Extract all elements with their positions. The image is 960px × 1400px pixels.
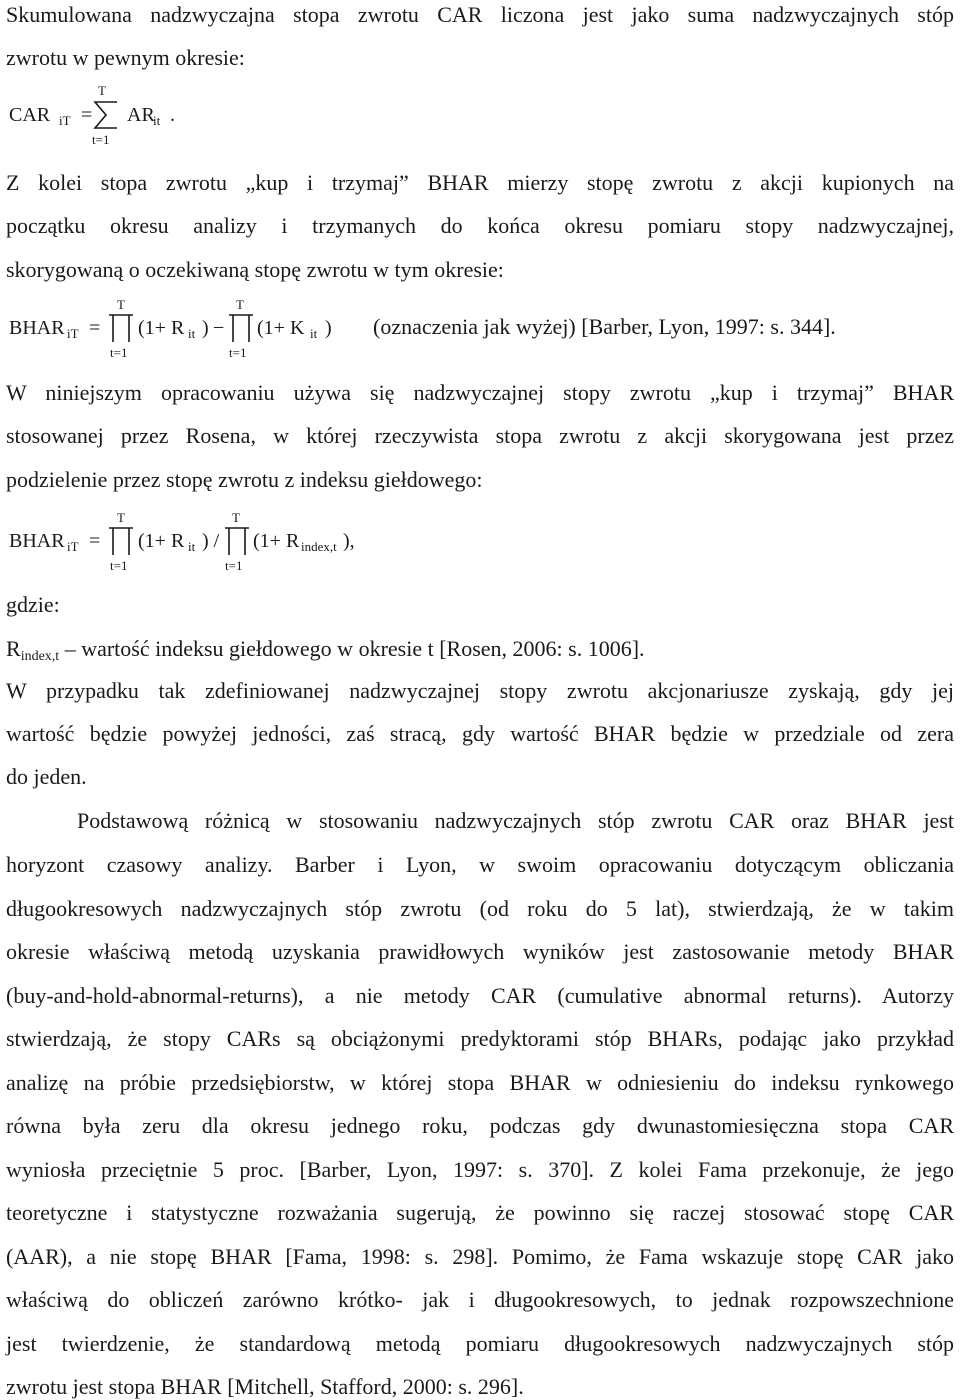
- text-line: jest twierdzenie, że standardową metodą pomiaru długookresowych nadzwyczajnych stóp: [6, 1331, 954, 1356]
- text-line: właściwą do obliczeń zarówno krótko- jak i długookresowych, to jednak rozpowszechnione: [6, 1287, 954, 1312]
- equation-bhar-ratio: [0, 0, 960, 590]
- eq-lhs: CAR: [9, 104, 51, 126]
- prod-lower-limit: t=1: [229, 345, 247, 360]
- text-line: wyniosła przeciętnie 5 proc. [Barber, Lyon, 1997: s. 370]. Z kolei Fama przekonuje, że jego: [6, 1157, 954, 1182]
- text-line: Skumulowana nadzwyczajna stopa zwrotu CAR liczona jest jako suma nadzwyczajnych stóp: [6, 2, 954, 27]
- eq-term-sub: it: [153, 113, 161, 128]
- eq-end: .: [170, 104, 175, 126]
- eq-term1-sub: it: [188, 326, 196, 341]
- prod-lower-limit: t=1: [110, 558, 128, 573]
- text-line: skorygowaną o oczekiwaną stopę zwrotu w tym okresie:: [6, 257, 504, 282]
- def-symbol: R: [6, 636, 21, 661]
- eq-term1: (1+ R: [138, 530, 185, 552]
- eq-equals: =: [81, 104, 93, 126]
- eq-lhs-sub: iT: [67, 539, 79, 554]
- eq-term2: (1+ R: [253, 530, 300, 552]
- text-line: gdzie:: [6, 592, 60, 617]
- sum-lower-limit: t=1: [92, 132, 110, 147]
- eq-term2: (1+ K: [257, 317, 305, 339]
- prod-upper-limit: T: [117, 297, 125, 312]
- text-line: Podstawową różnicą w stosowaniu nadzwyczajnych stóp zwrotu CAR oraz BHAR jest: [77, 808, 954, 833]
- text-line: (buy-and-hold-abnormal-returns), a nie metody CAR (cumulative abnormal returns). Autorzy: [6, 983, 954, 1008]
- definition-line: [6, 636, 954, 662]
- text-line: podzielenie przez stopę zwrotu z indeksu giełdowego:: [6, 467, 483, 492]
- eq-term1-close: ) /: [202, 530, 220, 552]
- eq-term2-close: ): [325, 317, 332, 339]
- eq-term2-sub: it: [310, 326, 318, 341]
- product-sign-icon: [224, 526, 250, 556]
- eq-equals: =: [89, 530, 101, 552]
- text-line: stosowanej przez Rosena, w której rzeczywista stopa zwrotu z akcji skorygowana jest przez: [6, 423, 954, 448]
- text-line: stwierdzają, że stopy CARs są obciążonymi predyktorami stóp BHARs, podając jako przykład: [6, 1026, 954, 1051]
- text-line: okresie właściwą metodą uzyskania prawidłowych wyników jest zastosowanie metody BHAR: [6, 939, 954, 964]
- eq-lhs: BHAR: [9, 317, 65, 339]
- eq-term2-close: ),: [343, 530, 355, 552]
- prod-upper-limit: T: [232, 510, 240, 525]
- text-line: zwrotu w pewnym okresie:: [6, 45, 245, 70]
- eq-lhs-sub: iT: [67, 326, 79, 341]
- product-sign-icon: [108, 526, 134, 556]
- eq-lhs: BHAR: [9, 530, 65, 552]
- eq-term1: (1+ R: [138, 317, 185, 339]
- text-line: zwrotu jest stopa BHAR [Mitchell, Stafford, 2000: s. 296].: [6, 1374, 524, 1399]
- eq-term1-sub: it: [188, 539, 196, 554]
- def-symbol-sub: index,t: [20, 649, 60, 664]
- eq-term1-close: ): [202, 317, 209, 339]
- text-line: analizę na próbie przedsiębiorstw, w której stopa BHAR w odniesieniu do indeksu rynkowego: [6, 1070, 954, 1095]
- prod-lower-limit: t=1: [110, 345, 128, 360]
- text-line: horyzont czasowy analizy. Barber i Lyon, w swoim opracowaniu dotyczącym obliczania: [6, 852, 954, 877]
- text-line: do jeden.: [6, 764, 87, 789]
- eq-term2-sub: index,t: [301, 539, 337, 554]
- text-line: teoretyczne i statystyczne rozważania sugerują, że powinno się raczej stosować stopę CAR: [6, 1200, 954, 1225]
- prod-lower-limit: t=1: [225, 558, 243, 573]
- def-text: – wartość indeksu giełdowego w okresie t [Rosen, 2006: s. 1006].: [59, 636, 645, 661]
- text-line: W przypadku tak zdefiniowanej nadzwyczajnej stopy zwrotu akcjonariusze zyskają, gdy jej: [6, 678, 954, 703]
- equation-note: (oznaczenia jak wyżej) [Barber, Lyon, 1997: s. 344].: [373, 314, 836, 339]
- prod-upper-limit: T: [236, 297, 244, 312]
- text-line: Z kolei stopa zwrotu „kup i trzymaj” BHAR mierzy stopę zwrotu z akcji kupionych na: [6, 170, 954, 195]
- text-line: równa była zeru dla okresu jednego roku, podczas gdy dwunastomiesięczna stopa CAR: [6, 1113, 954, 1138]
- text-line: początku okresu analizy i trzymanych do końca okresu pomiaru stopy nadzwyczajnej,: [6, 213, 954, 238]
- text-line: (AAR), a nie stopę BHAR [Fama, 1998: s. 298]. Pomimo, że Fama wskazuje stopę CAR jako: [6, 1244, 954, 1269]
- eq-lhs-sub: iT: [59, 113, 71, 128]
- text-line: wartość będzie powyżej jedności, zaś stracą, gdy wartość BHAR będzie w przedziale od zera: [6, 721, 954, 746]
- text-line: długookresowych nadzwyczajnych stóp zwrotu (od roku do 5 lat), stwierdzają, że w takim: [6, 896, 954, 921]
- eq-equals: =: [89, 317, 101, 339]
- prod-upper-limit: T: [117, 510, 125, 525]
- sum-upper-limit: T: [98, 83, 106, 98]
- text-line: W niniejszym opracowaniu używa się nadzwyczajnej stopy zwrotu „kup i trzymaj” BHAR: [6, 380, 954, 405]
- eq-term: AR: [127, 104, 155, 126]
- eq-minus: −: [213, 317, 225, 339]
